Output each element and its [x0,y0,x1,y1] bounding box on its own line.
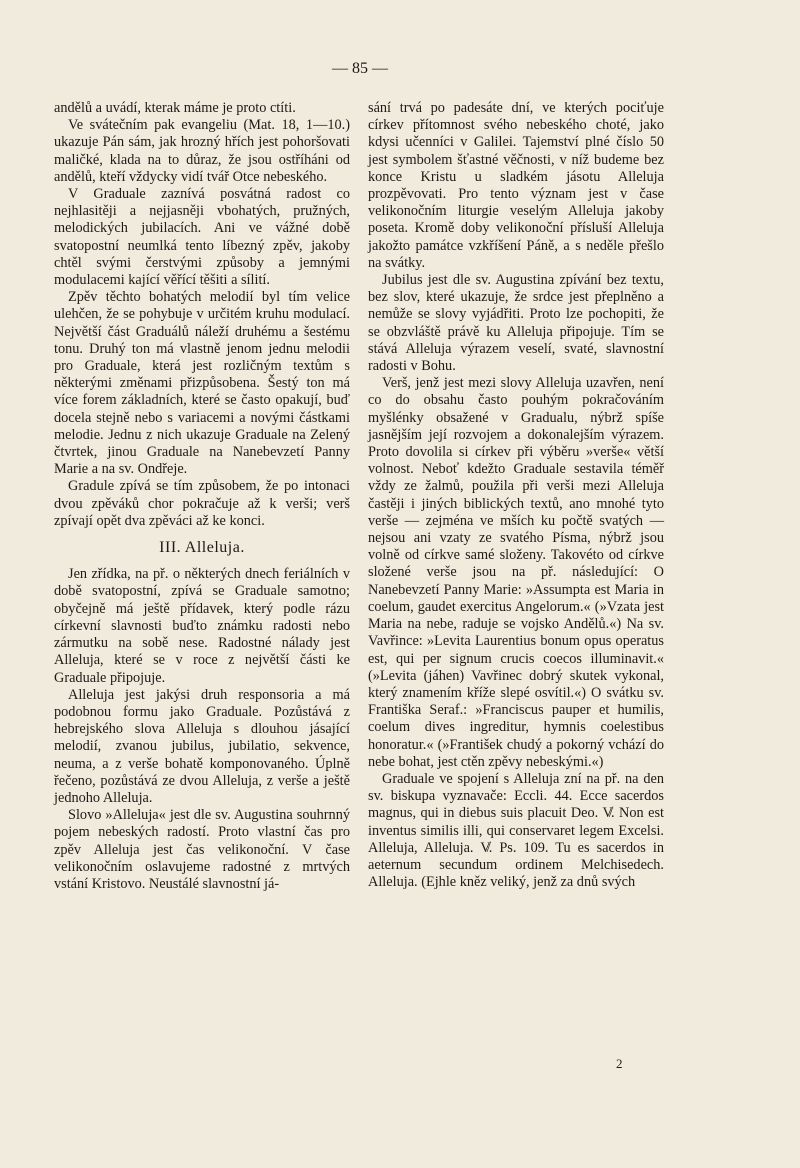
left-paragraph-4: Zpěv těchto bohatých melodií byl tím velice ulehčen, že se pohybuje v určitém kruhu modulací. Největší část Graduálů náleží druhému a šestému tonu. Druhý ton má vlastně jenom jednu melodii pro Graduale, která jest rozličným textům s některými změnami přizpůsobena. Šestý ton má více forem základních, které se často opakují, buď docela stejně nebo s variacemi a novými částkami melodie. Jednu z nich ukazuje Graduale na Zelený čtvrtek, jinou Graduale na Nanebevzetí Panny Marie a na sv. Ondřeje. [54,289,350,478]
left-paragraph-6: Jen zřídka, na př. o některých dnech feriálních v době svatopostní, zpívá se Graduale samotno; obyčejně má ještě přídavek, který podle rázu církevní slavnosti buďto známku radosti nebo zármutku na sobě nese. Radostné nálady jest Alleluja, které se v roce z největší části ke Graduale připojuje. [54,566,350,686]
right-paragraph-2: Jubilus jest dle sv. Augustina zpívání bez textu, bez slov, které ukazuje, že srdce jest přeplněno a nemůže se slovy vyjádřiti. Proto lze pochopiti, že se obzvláště právě ku Alleluja připojuje. Tím se stává Alleluja výrazem veselí, svaté, slavnostní radosti v Bohu. [368,272,664,375]
section-heading-alleluja: III. Alleluja. [159,539,245,557]
right-paragraph-4: Graduale ve spojení s Alleluja zní na př. na den sv. biskupa vyznavače: Eccli. 44. Ecce sacerdos magnus, qui in diebus suis placuit Deo. V̸. Non est inventus similis illi, qui conservaret legem Excelsi. Alleluja, Alleluja. V̸. Ps. 109. Tu es sacerdos in aeternum secundum ordinem Melchisedech. Alleluja. (Ejhle kněz veliký, jenž za dnů svých [368,770,664,891]
right-paragraph-1: sání trvá po padesáte dní, ve kterých pociťuje církev přítomnost svého nebeského choté, jako kdysi učenníci v Galilei. Tajemství plné číslo 50 jest symbolem šťastné věčnosti, v níž budeme bez konce Kristu u sladkém jásotu Alleluja prozpěvovati. Pro tento význam jest v čase velikonočním liturgie veselým Alleluja jakoby poseta. Kromě doby velikonoční přísluší Alleluja jakožto památce vzkříšení Páně, a s neděle přešlo na svátky. [368,100,664,271]
left-paragraph-7: Alleluja jest jakýsi druh responsoria a má podobnou formu jako Graduale. Pozůstává z hebrejského slova Alleluja s dlouhou jásající melodií, zvanou jubilus, jubilatio, sekvence, neuma, a z verše bohatě komponovaného. Úplně řečeno, pozůstává ze dvou Alleluja, z verše a ještě jednoho Alleluja. [54,686,350,806]
left-column [54,100,350,893]
page-number: — 85 — [332,60,388,77]
left-paragraph-8: Slovo »Alleluja« jest dle sv. Augustina souhrnný pojem nebeských radostí. Proto vlastní čas pro zpěv Alleluja jest čas velikonoční. V čase velikonočním oslavujeme radostné z mrtvých vstání Kristovo. Neustálé slavnostní já- [54,807,350,892]
left-paragraph-1: andělů a uvádí, kterak máme je proto ctíti. [54,100,296,116]
right-column [368,100,664,891]
folio-signature: 2 [616,1056,623,1071]
left-paragraph-2: Ve svátečním pak evangeliu (Mat. 18, 1—10.) ukazuje Pán sám, jak hrozný hřích jest pohoršovati maličké, klada na to důraz, že jsou ostříháni od andělů, kteří vždycky vidí tvář Otce nebeského. [54,117,350,185]
left-paragraph-3: V Graduale zaznívá posvátná radost co nejhlasitěji a nejjasněji vbohatých, pružných, melodických jubilacích. Ani ve vážné době svatopostní neumlká tento líbezný zpěv, jakoby chtěl svými čerstvými způsoby a jemnými modulacemi kající věřící těšiti a sílití. [54,186,350,289]
right-paragraph-3: Verš, jenž jest mezi slovy Alleluja uzavřen, není co do obsahu často pouhým pokračováním myšlénky obsažené v Gradualu, nýbrž spíše jasnějším její rozvojem a dokonalejším výrazem. Proto dovolila si církev při výběru »verše« větší volnost. Neboť kdežto Graduale sestavila téměř vždy ze žalmů, použila při verši mezi Alleluja častěji i jiných biblických textů, ano mnohé tyto verše — zejména ve mších ku počtě svatých — nejsou ani vzaty ze svatého Písma, nýbrž jsou volně od církve samé složeny. Takovéto od církve složené verše jsou na př. následující: O Nanebevzetí Panny Marie: »Assumpta est Maria in coelum, gaudet exercitus Angelorum.« (»Vzata jest Maria na nebe, raduje se vojsko Andělů.«) Na sv. Vavřince: »Levita Laurentius bonum opus operatus est, qui per signum crucis coecos illuminavit.« (»Levita (jáhen) Vavřinec dobrý skutek vykonal, který znamením kříže slepé osvítil.«) O svátku sv. Františka Seraf.: »Franciscus pauper et humilis, coelum dives ingreditur, hymnis coelestibus honoratur.« (»František chudý a pokorný vchází do nebe bohat, jest ctěn zpěvy nebeskými.«) [368,375,664,770]
left-paragraph-5: Gradule zpívá se tím způsobem, že po intonaci dvou zpěváků chor pokračuje až k verši; verš zpívají opět dva zpěváci až ke konci. [54,478,350,529]
